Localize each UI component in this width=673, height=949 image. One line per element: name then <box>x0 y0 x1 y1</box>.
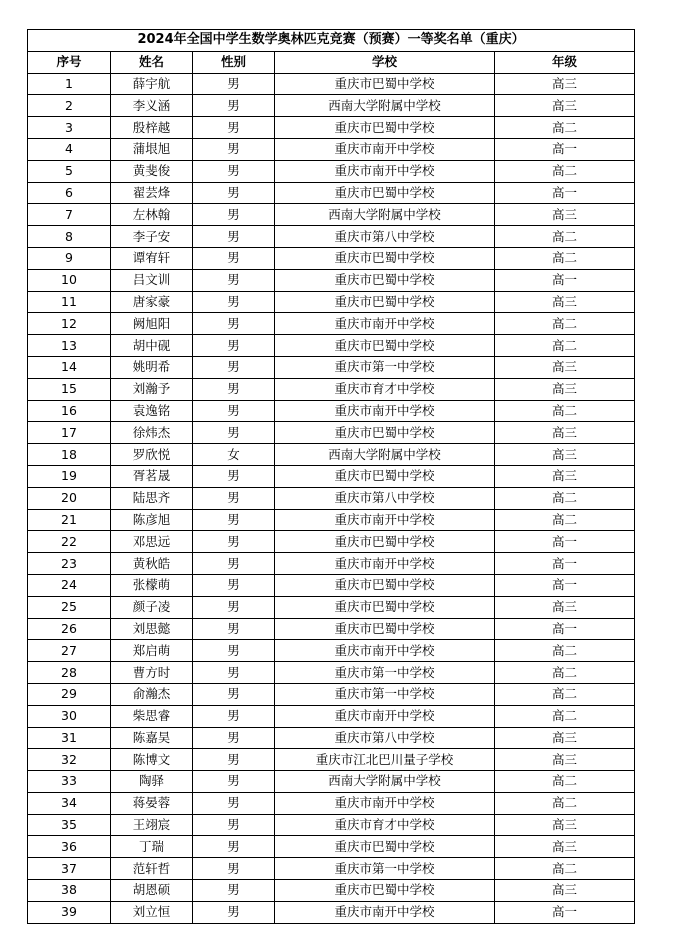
cell-grade: 高三 <box>495 291 635 313</box>
cell-number: 5 <box>28 160 111 182</box>
table-row <box>28 596 635 618</box>
cell-school: 重庆市南开中学校 <box>275 901 495 923</box>
cell-gender: 男 <box>193 880 275 902</box>
cell-school: 重庆市南开中学校 <box>275 705 495 727</box>
cell-grade: 高二 <box>495 226 635 248</box>
cell-grade: 高三 <box>495 204 635 226</box>
cell-school: 重庆市江北巴川量子学校 <box>275 749 495 771</box>
cell-grade: 高二 <box>495 160 635 182</box>
cell-number: 16 <box>28 400 111 422</box>
table-row <box>28 160 635 182</box>
cell-gender: 男 <box>193 640 275 662</box>
cell-number: 18 <box>28 444 111 466</box>
cell-number: 15 <box>28 378 111 400</box>
table-row <box>28 247 635 269</box>
cell-gender: 男 <box>193 160 275 182</box>
cell-name: 刘立恒 <box>111 901 193 923</box>
cell-school: 重庆市第一中学校 <box>275 662 495 684</box>
table-row <box>28 683 635 705</box>
table-row <box>28 858 635 880</box>
cell-school: 西南大学附属中学校 <box>275 444 495 466</box>
cell-name: 陈彦旭 <box>111 509 193 531</box>
table-row <box>28 422 635 444</box>
cell-grade: 高一 <box>495 138 635 160</box>
table-row <box>28 792 635 814</box>
cell-name: 蒋晏蓉 <box>111 792 193 814</box>
cell-number: 4 <box>28 138 111 160</box>
cell-gender: 男 <box>193 901 275 923</box>
table-row <box>28 182 635 204</box>
cell-name: 李子安 <box>111 226 193 248</box>
cell-gender: 男 <box>193 291 275 313</box>
cell-grade: 高一 <box>495 531 635 553</box>
table-row <box>28 487 635 509</box>
cell-number: 22 <box>28 531 111 553</box>
cell-school: 重庆市巴蜀中学校 <box>275 182 495 204</box>
cell-number: 35 <box>28 814 111 836</box>
cell-school: 重庆市巴蜀中学校 <box>275 531 495 553</box>
cell-grade: 高三 <box>495 465 635 487</box>
cell-name: 陈博文 <box>111 749 193 771</box>
cell-name: 胥茗晟 <box>111 465 193 487</box>
cell-grade: 高二 <box>495 640 635 662</box>
cell-grade: 高三 <box>495 814 635 836</box>
cell-number: 21 <box>28 509 111 531</box>
cell-gender: 男 <box>193 814 275 836</box>
cell-name: 柴思睿 <box>111 705 193 727</box>
cell-grade: 高一 <box>495 269 635 291</box>
table-row <box>28 618 635 640</box>
cell-name: 陈嘉昊 <box>111 727 193 749</box>
cell-gender: 男 <box>193 836 275 858</box>
table-row <box>28 95 635 117</box>
cell-number: 2 <box>28 95 111 117</box>
cell-number: 3 <box>28 117 111 139</box>
cell-number: 1 <box>28 73 111 95</box>
cell-gender: 男 <box>193 531 275 553</box>
cell-gender: 男 <box>193 683 275 705</box>
cell-name: 邓思远 <box>111 531 193 553</box>
cell-number: 12 <box>28 313 111 335</box>
cell-number: 10 <box>28 269 111 291</box>
cell-number: 17 <box>28 422 111 444</box>
table-row <box>28 574 635 596</box>
cell-gender: 男 <box>193 117 275 139</box>
cell-number: 38 <box>28 880 111 902</box>
cell-school: 重庆市巴蜀中学校 <box>275 117 495 139</box>
table-row <box>28 901 635 923</box>
cell-school: 重庆市南开中学校 <box>275 160 495 182</box>
cell-school: 重庆市巴蜀中学校 <box>275 247 495 269</box>
header-gender: 性别 <box>193 51 275 73</box>
cell-gender: 男 <box>193 596 275 618</box>
table-row <box>28 465 635 487</box>
cell-gender: 男 <box>193 335 275 357</box>
cell-gender: 男 <box>193 618 275 640</box>
table-row <box>28 313 635 335</box>
cell-number: 9 <box>28 247 111 269</box>
cell-grade: 高二 <box>495 335 635 357</box>
cell-gender: 男 <box>193 705 275 727</box>
cell-school: 西南大学附属中学校 <box>275 204 495 226</box>
cell-number: 28 <box>28 662 111 684</box>
table-row <box>28 291 635 313</box>
table-row <box>28 400 635 422</box>
cell-school: 重庆市巴蜀中学校 <box>275 422 495 444</box>
cell-school: 重庆市育才中学校 <box>275 814 495 836</box>
cell-grade: 高二 <box>495 117 635 139</box>
cell-school: 重庆市巴蜀中学校 <box>275 618 495 640</box>
cell-name: 左林翰 <box>111 204 193 226</box>
cell-school: 重庆市第八中学校 <box>275 727 495 749</box>
cell-grade: 高一 <box>495 901 635 923</box>
cell-grade: 高三 <box>495 95 635 117</box>
cell-name: 蒲垠旭 <box>111 138 193 160</box>
cell-number: 13 <box>28 335 111 357</box>
cell-name: 张檬萌 <box>111 574 193 596</box>
cell-name: 陶驿 <box>111 771 193 793</box>
award-table <box>27 29 635 924</box>
cell-gender: 男 <box>193 138 275 160</box>
cell-name: 胡恩硕 <box>111 880 193 902</box>
table-body <box>28 73 635 923</box>
cell-grade: 高三 <box>495 880 635 902</box>
cell-grade: 高二 <box>495 858 635 880</box>
cell-grade: 高一 <box>495 574 635 596</box>
table-row <box>28 335 635 357</box>
cell-gender: 男 <box>193 574 275 596</box>
header-row <box>28 51 635 73</box>
cell-grade: 高二 <box>495 509 635 531</box>
cell-number: 14 <box>28 356 111 378</box>
header-school: 学校 <box>275 51 495 73</box>
cell-number: 34 <box>28 792 111 814</box>
cell-gender: 男 <box>193 771 275 793</box>
header-grade: 年级 <box>495 51 635 73</box>
cell-gender: 男 <box>193 662 275 684</box>
cell-school: 西南大学附属中学校 <box>275 771 495 793</box>
table-row <box>28 553 635 575</box>
cell-school: 重庆市南开中学校 <box>275 553 495 575</box>
cell-gender: 男 <box>193 182 275 204</box>
cell-gender: 男 <box>193 465 275 487</box>
cell-school: 重庆市巴蜀中学校 <box>275 596 495 618</box>
table-row <box>28 727 635 749</box>
cell-grade: 高三 <box>495 727 635 749</box>
cell-name: 颜子凌 <box>111 596 193 618</box>
cell-grade: 高三 <box>495 749 635 771</box>
cell-name: 吕文训 <box>111 269 193 291</box>
cell-grade: 高三 <box>495 356 635 378</box>
cell-gender: 男 <box>193 313 275 335</box>
cell-school: 重庆市巴蜀中学校 <box>275 465 495 487</box>
title-row <box>28 30 635 52</box>
cell-number: 36 <box>28 836 111 858</box>
header-number: 序号 <box>28 51 111 73</box>
cell-grade: 高三 <box>495 73 635 95</box>
cell-name: 黄斐俊 <box>111 160 193 182</box>
table-row <box>28 705 635 727</box>
cell-gender: 男 <box>193 487 275 509</box>
cell-grade: 高二 <box>495 313 635 335</box>
cell-number: 11 <box>28 291 111 313</box>
cell-name: 殷梓越 <box>111 117 193 139</box>
cell-name: 陆思齐 <box>111 487 193 509</box>
cell-name: 俞瀚杰 <box>111 683 193 705</box>
cell-number: 33 <box>28 771 111 793</box>
cell-name: 翟芸烽 <box>111 182 193 204</box>
cell-gender: 男 <box>193 95 275 117</box>
cell-name: 丁瑞 <box>111 836 193 858</box>
cell-name: 王翊宸 <box>111 814 193 836</box>
cell-number: 32 <box>28 749 111 771</box>
cell-number: 8 <box>28 226 111 248</box>
cell-gender: 女 <box>193 444 275 466</box>
cell-grade: 高二 <box>495 400 635 422</box>
cell-grade: 高二 <box>495 792 635 814</box>
table-row <box>28 226 635 248</box>
cell-gender: 男 <box>193 269 275 291</box>
cell-school: 重庆市巴蜀中学校 <box>275 836 495 858</box>
cell-gender: 男 <box>193 858 275 880</box>
cell-name: 罗欣悦 <box>111 444 193 466</box>
cell-gender: 男 <box>193 727 275 749</box>
cell-grade: 高一 <box>495 553 635 575</box>
cell-number: 26 <box>28 618 111 640</box>
cell-gender: 男 <box>193 356 275 378</box>
cell-gender: 男 <box>193 509 275 531</box>
cell-number: 30 <box>28 705 111 727</box>
table-row <box>28 204 635 226</box>
table-row <box>28 749 635 771</box>
cell-name: 袁逸铭 <box>111 400 193 422</box>
cell-name: 唐家豪 <box>111 291 193 313</box>
cell-gender: 男 <box>193 247 275 269</box>
cell-number: 39 <box>28 901 111 923</box>
cell-name: 薛宇航 <box>111 73 193 95</box>
table-row <box>28 509 635 531</box>
cell-number: 23 <box>28 553 111 575</box>
cell-name: 范轩哲 <box>111 858 193 880</box>
cell-grade: 高二 <box>495 487 635 509</box>
cell-gender: 男 <box>193 553 275 575</box>
cell-school: 重庆市巴蜀中学校 <box>275 73 495 95</box>
table-row <box>28 117 635 139</box>
table-row <box>28 73 635 95</box>
cell-school: 重庆市南开中学校 <box>275 400 495 422</box>
table-row <box>28 531 635 553</box>
cell-gender: 男 <box>193 749 275 771</box>
table-row <box>28 378 635 400</box>
cell-grade: 高二 <box>495 247 635 269</box>
cell-gender: 男 <box>193 422 275 444</box>
cell-number: 27 <box>28 640 111 662</box>
cell-school: 重庆市巴蜀中学校 <box>275 574 495 596</box>
table-row <box>28 444 635 466</box>
cell-name: 黄秋皓 <box>111 553 193 575</box>
cell-grade: 高三 <box>495 444 635 466</box>
cell-grade: 高三 <box>495 422 635 444</box>
table-row <box>28 880 635 902</box>
cell-number: 29 <box>28 683 111 705</box>
cell-name: 谭宥轩 <box>111 247 193 269</box>
cell-school: 重庆市第八中学校 <box>275 226 495 248</box>
table-row <box>28 269 635 291</box>
table-row <box>28 138 635 160</box>
cell-school: 重庆市南开中学校 <box>275 138 495 160</box>
cell-gender: 男 <box>193 400 275 422</box>
cell-number: 31 <box>28 727 111 749</box>
cell-gender: 男 <box>193 378 275 400</box>
cell-name: 刘瀚予 <box>111 378 193 400</box>
cell-number: 7 <box>28 204 111 226</box>
cell-number: 19 <box>28 465 111 487</box>
cell-grade: 高二 <box>495 705 635 727</box>
cell-grade: 高三 <box>495 836 635 858</box>
cell-number: 24 <box>28 574 111 596</box>
cell-grade: 高二 <box>495 683 635 705</box>
cell-name: 李义涵 <box>111 95 193 117</box>
cell-gender: 男 <box>193 73 275 95</box>
cell-grade: 高二 <box>495 771 635 793</box>
cell-grade: 高三 <box>495 596 635 618</box>
cell-grade: 高一 <box>495 618 635 640</box>
cell-school: 重庆市巴蜀中学校 <box>275 269 495 291</box>
cell-number: 20 <box>28 487 111 509</box>
cell-school: 重庆市巴蜀中学校 <box>275 880 495 902</box>
cell-gender: 男 <box>193 226 275 248</box>
cell-number: 25 <box>28 596 111 618</box>
cell-school: 重庆市巴蜀中学校 <box>275 291 495 313</box>
cell-school: 重庆市南开中学校 <box>275 313 495 335</box>
cell-school: 重庆市巴蜀中学校 <box>275 335 495 357</box>
cell-name: 刘思懿 <box>111 618 193 640</box>
cell-name: 胡中砚 <box>111 335 193 357</box>
cell-name: 郑启萌 <box>111 640 193 662</box>
table-title: 2024年全国中学生数学奥林匹克竞赛（预赛）一等奖名单（重庆） <box>28 30 635 52</box>
cell-school: 西南大学附属中学校 <box>275 95 495 117</box>
cell-school: 重庆市南开中学校 <box>275 792 495 814</box>
table-row <box>28 640 635 662</box>
cell-grade: 高三 <box>495 378 635 400</box>
table-row <box>28 356 635 378</box>
cell-name: 徐炜杰 <box>111 422 193 444</box>
table-row <box>28 771 635 793</box>
header-name: 姓名 <box>111 51 193 73</box>
cell-gender: 男 <box>193 204 275 226</box>
cell-gender: 男 <box>193 792 275 814</box>
cell-school: 重庆市第一中学校 <box>275 858 495 880</box>
cell-school: 重庆市育才中学校 <box>275 378 495 400</box>
cell-grade: 高二 <box>495 662 635 684</box>
table-row <box>28 836 635 858</box>
cell-name: 阙旭阳 <box>111 313 193 335</box>
cell-school: 重庆市第一中学校 <box>275 356 495 378</box>
cell-school: 重庆市南开中学校 <box>275 509 495 531</box>
cell-school: 重庆市第八中学校 <box>275 487 495 509</box>
cell-name: 姚明希 <box>111 356 193 378</box>
cell-school: 重庆市南开中学校 <box>275 640 495 662</box>
award-sheet <box>27 29 635 924</box>
table-row <box>28 662 635 684</box>
cell-name: 曹方时 <box>111 662 193 684</box>
table-row <box>28 814 635 836</box>
cell-grade: 高一 <box>495 182 635 204</box>
cell-school: 重庆市第一中学校 <box>275 683 495 705</box>
cell-number: 6 <box>28 182 111 204</box>
cell-number: 37 <box>28 858 111 880</box>
